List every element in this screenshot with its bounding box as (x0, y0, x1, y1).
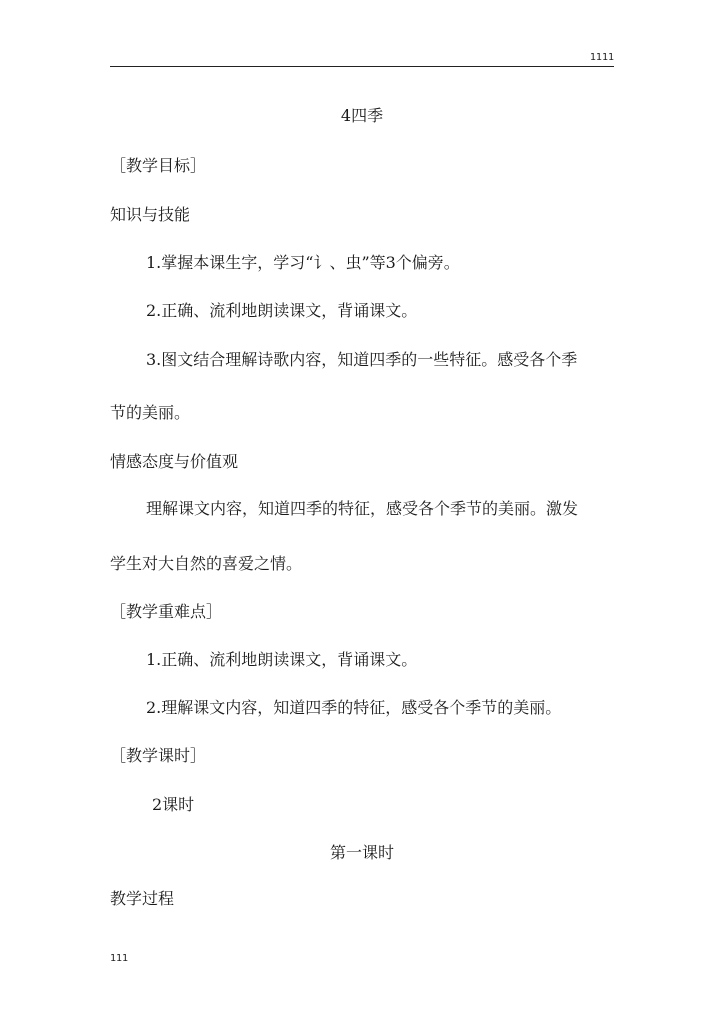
objective-item-3-line-1: 3.图文结合理解诗歌内容，知道四季的一些特征。感受各个季 (146, 350, 578, 369)
footer-page-number: 111 (110, 953, 129, 964)
objective-item-3-line-2: 节的美丽。 (110, 403, 191, 422)
lesson-title: 第一课时 (329, 843, 394, 862)
section-heading-class-hours: ［教学课时］ (110, 746, 207, 765)
emotion-paragraph-line-1: 理解课文内容，知道四季的特征，感受各个季节的美丽。激发 (146, 499, 579, 518)
header-rule (110, 66, 614, 67)
header-page-number: 1111 (589, 52, 614, 63)
subheading-knowledge-skills: 知识与技能 (110, 205, 191, 224)
subheading-teaching-process: 教学过程 (110, 889, 175, 908)
key-point-item-2: 2.理解课文内容，知道四季的特征，感受各个季节的美丽。 (146, 698, 562, 717)
key-point-item-1: 1.正确、流利地朗读课文，背诵课文。 (146, 650, 418, 669)
subheading-emotion-values: 情感态度与价值观 (110, 452, 239, 471)
objective-item-2: 2.正确、流利地朗读课文，背诵课文。 (146, 301, 418, 320)
section-heading-objectives: ［教学目标］ (110, 156, 207, 175)
emotion-paragraph-line-2: 学生对大自然的喜爱之情。 (110, 554, 303, 573)
class-hours-value: 2课时 (152, 795, 195, 814)
section-heading-key-points: ［教学重难点］ (110, 602, 223, 621)
document-title: 4四季 (340, 106, 384, 125)
objective-item-1: 1.掌握本课生字，学习“讠、虫”等3个偏旁。 (146, 253, 460, 272)
